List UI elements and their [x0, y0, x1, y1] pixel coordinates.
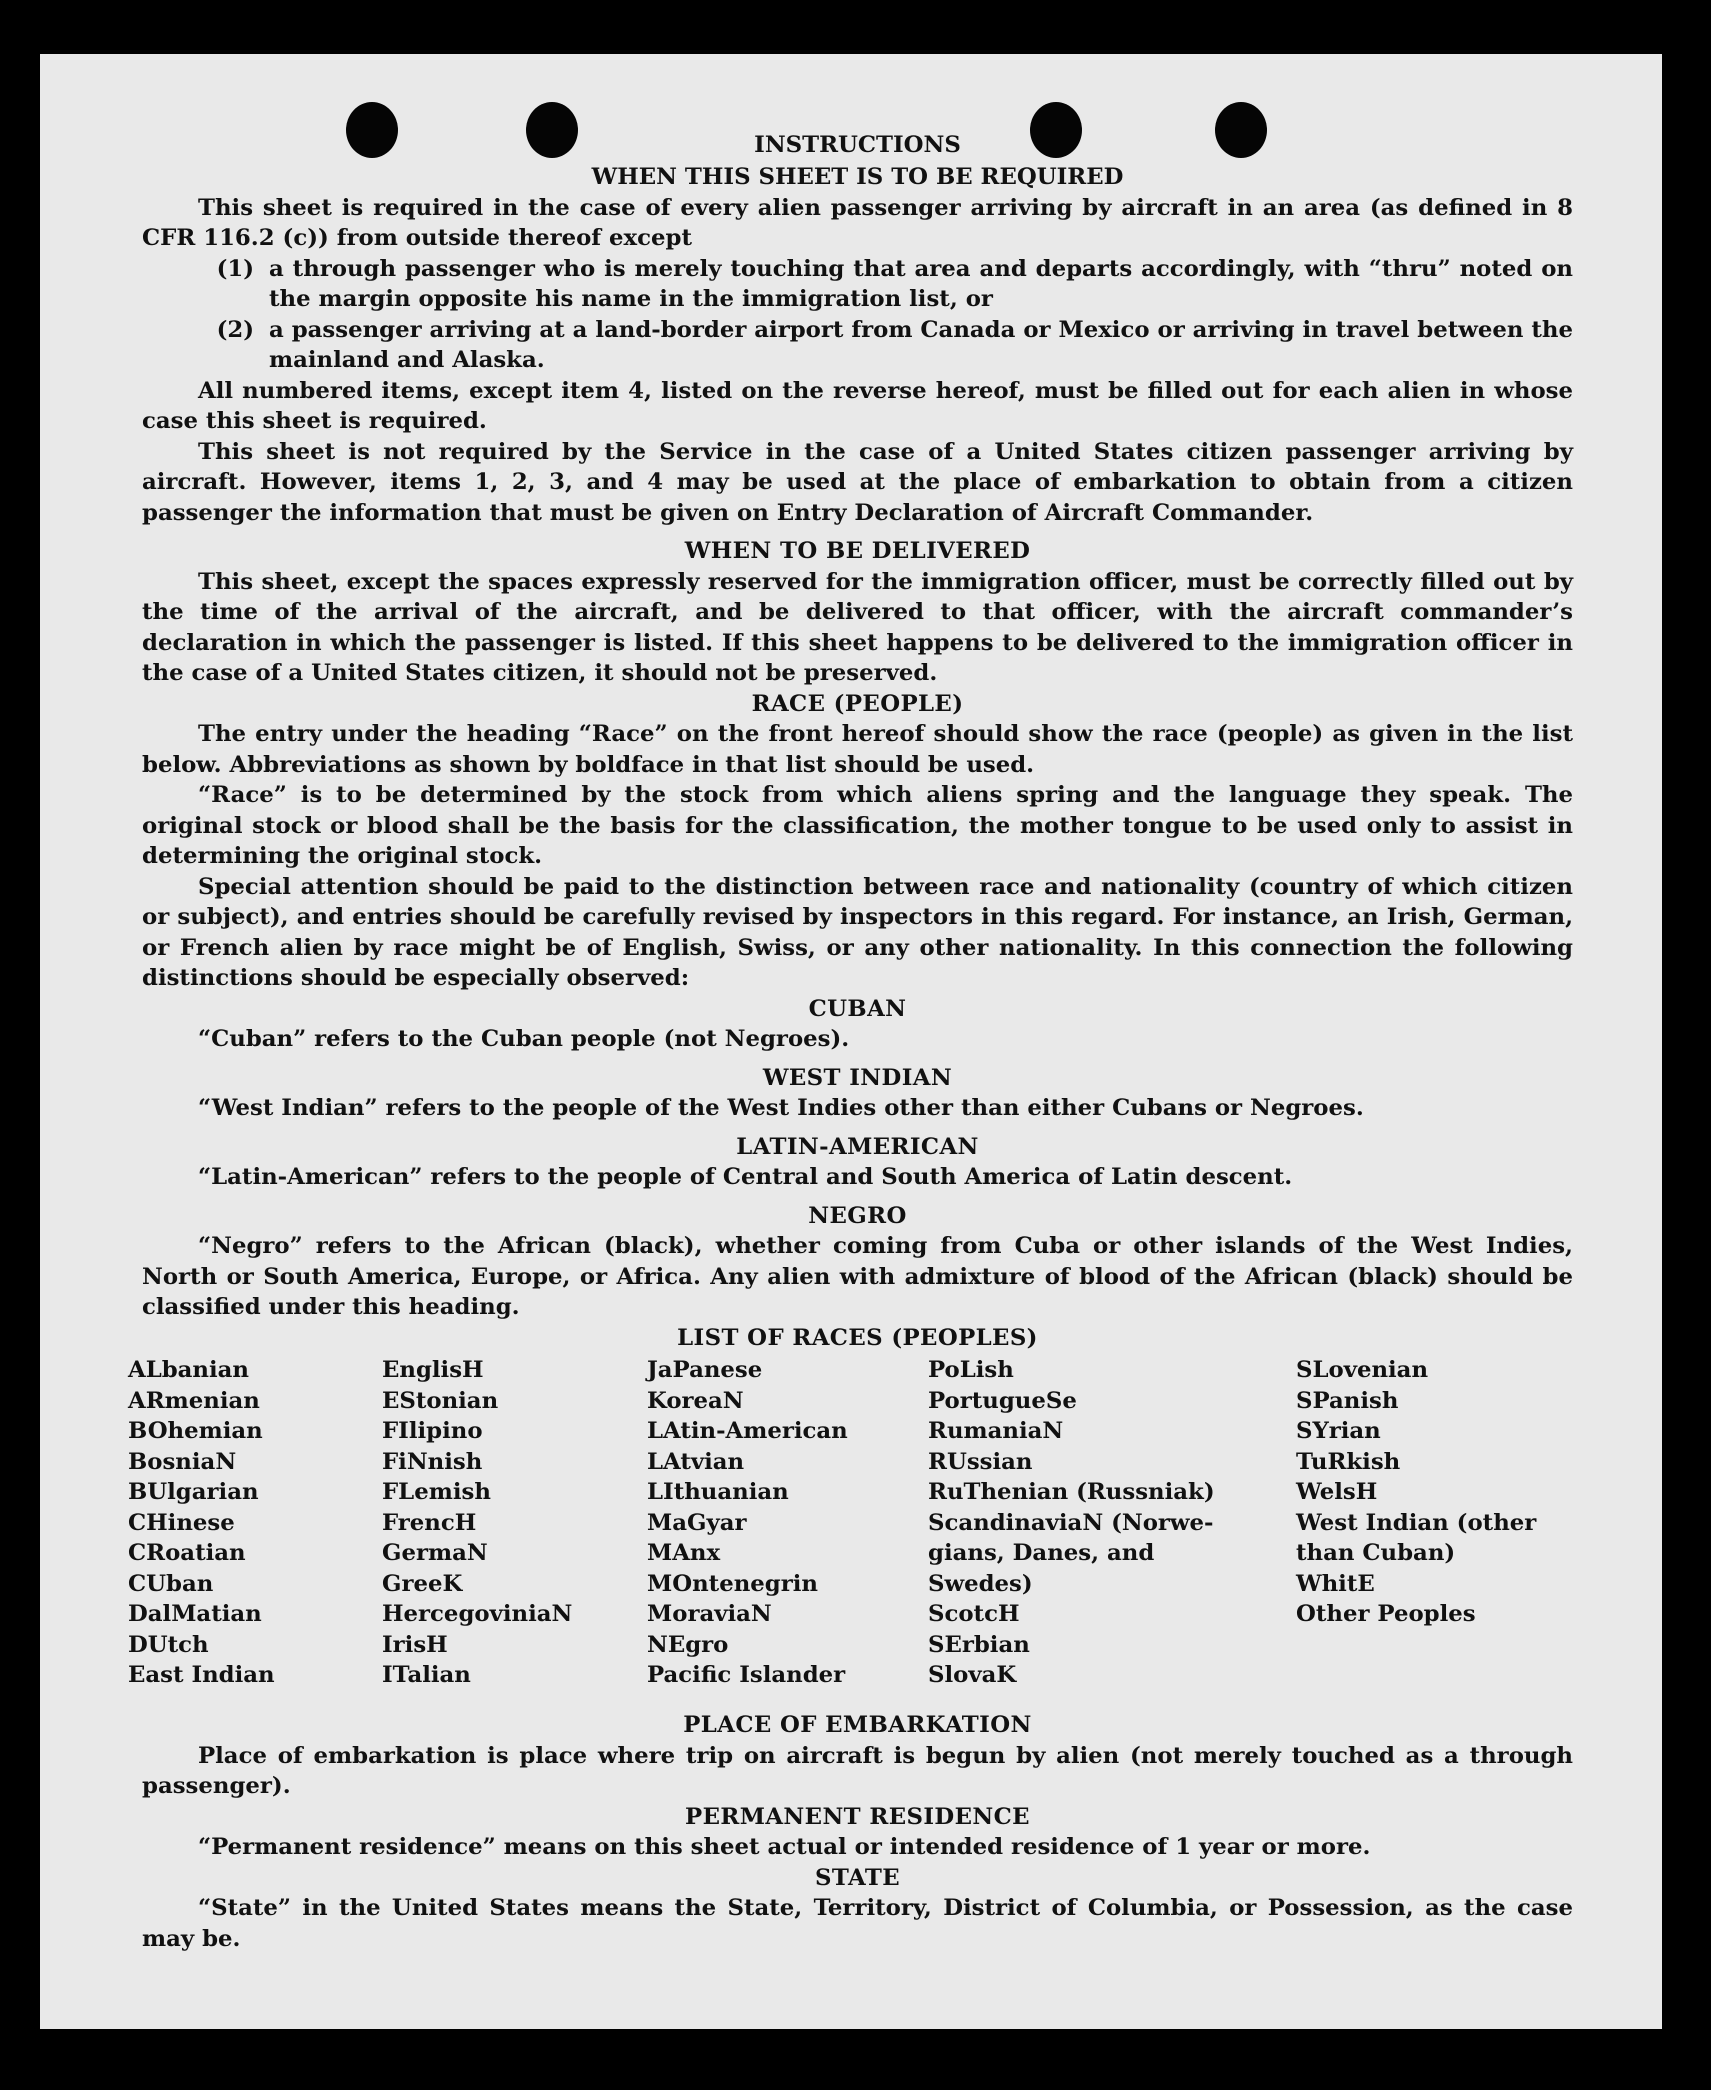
race-entry: ARmenian [128, 1387, 260, 1414]
race-column [928, 1355, 1215, 1691]
paragraph: “State” in the United States means the State, Territory, District of Columbia, or Possession, as the case may be. [142, 1895, 1573, 1952]
race-entry: KoreaN [647, 1387, 744, 1414]
page-title: INSTRUCTIONS [754, 132, 961, 158]
race-entry: WelsH [1296, 1479, 1378, 1505]
section-heading: PLACE OF EMBARKATION [683, 1712, 1032, 1738]
race-entry: ALbanian [128, 1357, 250, 1383]
paragraph: This sheet, except the spaces expressly reserved for the immigration officer, must be correctly filled out by the time of the arrival of the aircraft, and be delivered to that officer, with the aircraft commander’s declaration in which the passenger is listed. If this sheet happens to be delivered to the immigration officer in the case of a United States citizen, it should not be preserved. [142, 568, 1573, 686]
paragraph: “West Indian” refers to the people of the West Indies other than either Cubans or Negroes. [198, 1095, 1364, 1121]
paragraph: The entry under the heading “Race” on the front hereof should show the race (people) as given in the list below. Abbreviations as shown by boldface in that list should be used. [142, 721, 1573, 778]
race-entry: FiNnish [382, 1448, 483, 1475]
race-entry: BOhemian [128, 1418, 263, 1444]
race-entry: MaGyar [647, 1509, 747, 1536]
race-entry: SYrian [1296, 1418, 1381, 1444]
race-entry: HercegoviniaN [382, 1601, 573, 1627]
paragraph: “Cuban” refers to the Cuban people (not Negroes). [198, 1026, 850, 1052]
section-heading: LIST OF RACES (PEOPLES) [677, 1324, 1038, 1351]
race-entry: TuRkish [1296, 1448, 1401, 1475]
race-list [128, 1355, 1573, 1710]
paragraph: All numbered items, except item 4, listed on the reverse hereof, must be filled out for each alien in whose case this sheet is required. [142, 377, 1573, 434]
race-entry: CRoatian [128, 1540, 246, 1566]
race-entry: ITalian [382, 1662, 471, 1688]
race-entry: CHinese [128, 1509, 235, 1536]
section-heading: CUBAN [808, 995, 907, 1022]
race-entry: FLemish [382, 1479, 491, 1505]
race-entry: SLovenian [1296, 1357, 1429, 1383]
race-column [1296, 1355, 1536, 1630]
item-text: a passenger arriving at a land-border airport from Canada or Mexico or arriving in travel between the mainland and Alaska. [269, 316, 1574, 373]
race-entry: LAtin-American [647, 1418, 848, 1444]
list-item [142, 254, 1573, 315]
section-heading: LATIN-AMERICAN [736, 1133, 979, 1160]
race-entry: IrisH [382, 1631, 448, 1658]
paragraph: This sheet is required in the case of every alien passenger arriving by aircraft in an area (as defined in 8 CFR 116.2 (c)) from outside thereof except [142, 194, 1573, 251]
paragraph: “Race” is to be determined by the stock from which aliens spring and the language they speak. The original stock or blood shall be the basis for the classification, the mother tongue to be used only to assist in determining the original stock. [142, 782, 1573, 869]
instructions-body [128, 129, 1574, 1954]
list-item [142, 315, 1573, 376]
paragraph: Special attention should be paid to the distinction between race and nationality (country of which citizen or subject), and entries should be carefully revised by inspectors in this regard. For instance, an Irish, German, or French alien by race might be of English, Swiss, or any other nationality. In this connection the following distinctions should be especially observed: [142, 873, 1573, 991]
race-entry: EStonian [382, 1387, 499, 1414]
race-entry: ScotcH [928, 1601, 1020, 1627]
race-entry: WhitE [1296, 1570, 1375, 1597]
race-column [128, 1355, 275, 1691]
race-entry: DalMatian [128, 1601, 262, 1627]
race-entry: DUtch [128, 1631, 209, 1658]
race-column [647, 1355, 848, 1691]
race-entry: Other Peoples [1296, 1601, 1476, 1627]
race-entry: MoraviaN [647, 1601, 772, 1627]
race-entry: RUssian [928, 1448, 1033, 1475]
race-entry: SPanish [1296, 1387, 1399, 1414]
section-heading: RACE (PEOPLE) [751, 690, 964, 717]
paragraph: This sheet is not required by the Service in the case of a United States citizen passenger arriving by aircraft. However, items 1, 2, 3, and 4 may be used at the place of embarkation to obtain from a citizen passenger the information that must be given on Entry Declaration of Aircraft Commander. [142, 438, 1573, 526]
race-entry: LAtvian [647, 1448, 745, 1475]
race-entry: than Cuban) [1296, 1540, 1456, 1566]
section-heading: PERMANENT RESIDENCE [685, 1803, 1030, 1830]
race-entry: FIlipino [382, 1418, 483, 1444]
paragraph: “Negro” refers to the African (black), whether coming from Cuba or other islands of the West Indies, North or South America, Europe, or Africa. Any alien with admixture of blood of the African (black) should be classified under this heading. [142, 1233, 1573, 1320]
section-heading: NEGRO [808, 1202, 907, 1229]
race-entry: ScandinaviaN (Norwe- [928, 1509, 1214, 1536]
paragraph: “Permanent residence” means on this sheet actual or intended residence of 1 year or more. [198, 1834, 1371, 1860]
race-entry: West Indian (other [1296, 1509, 1537, 1536]
race-entry: FrencH [382, 1509, 477, 1536]
race-entry: MAnx [647, 1540, 721, 1566]
race-entry: RuThenian (Russniak) [928, 1479, 1215, 1505]
item-text: a through passenger who is merely touching that area and departs accordingly, with “thru” noted on the margin opposite his name in the immigration list, or [269, 255, 1573, 312]
race-entry: NEgro [647, 1631, 729, 1658]
race-entry: SlovaK [928, 1662, 1017, 1688]
race-entry: SErbian [928, 1631, 1030, 1658]
race-column [382, 1355, 572, 1691]
race-entry: PortugueSe [928, 1387, 1077, 1414]
section-heading: WEST INDIAN [762, 1064, 953, 1091]
race-entry: BosniaN [128, 1448, 237, 1475]
item-number: (1) [216, 255, 254, 282]
document-page [40, 54, 1662, 2029]
paragraph: “Latin-American” refers to the people of Central and South America of Latin descent. [198, 1164, 1293, 1190]
paragraph: Place of embarkation is place where trip on aircraft is begun by alien (not merely touched as a through passenger). [142, 1742, 1573, 1799]
race-entry: EnglisH [382, 1357, 484, 1383]
race-entry: Swedes) [928, 1570, 1033, 1597]
section-heading: STATE [815, 1864, 900, 1891]
race-entry: East Indian [128, 1662, 275, 1688]
race-entry: BUlgarian [128, 1479, 259, 1505]
race-entry: JaPanese [647, 1357, 763, 1383]
race-entry: GreeK [382, 1570, 463, 1597]
race-entry: GermaN [382, 1540, 488, 1566]
race-entry: LIthuanian [647, 1479, 789, 1505]
section-heading: WHEN THIS SHEET IS TO BE REQUIRED [591, 164, 1124, 190]
race-entry: Pacific Islander [647, 1662, 846, 1688]
race-entry: gians, Danes, and [928, 1540, 1155, 1566]
section-heading: WHEN TO BE DELIVERED [684, 538, 1031, 564]
race-entry: MOntenegrin [647, 1570, 818, 1597]
race-entry: RumaniaN [928, 1418, 1064, 1444]
item-number: (2) [216, 316, 254, 343]
race-entry: CUban [128, 1570, 214, 1597]
race-entry: PoLish [928, 1357, 1014, 1383]
